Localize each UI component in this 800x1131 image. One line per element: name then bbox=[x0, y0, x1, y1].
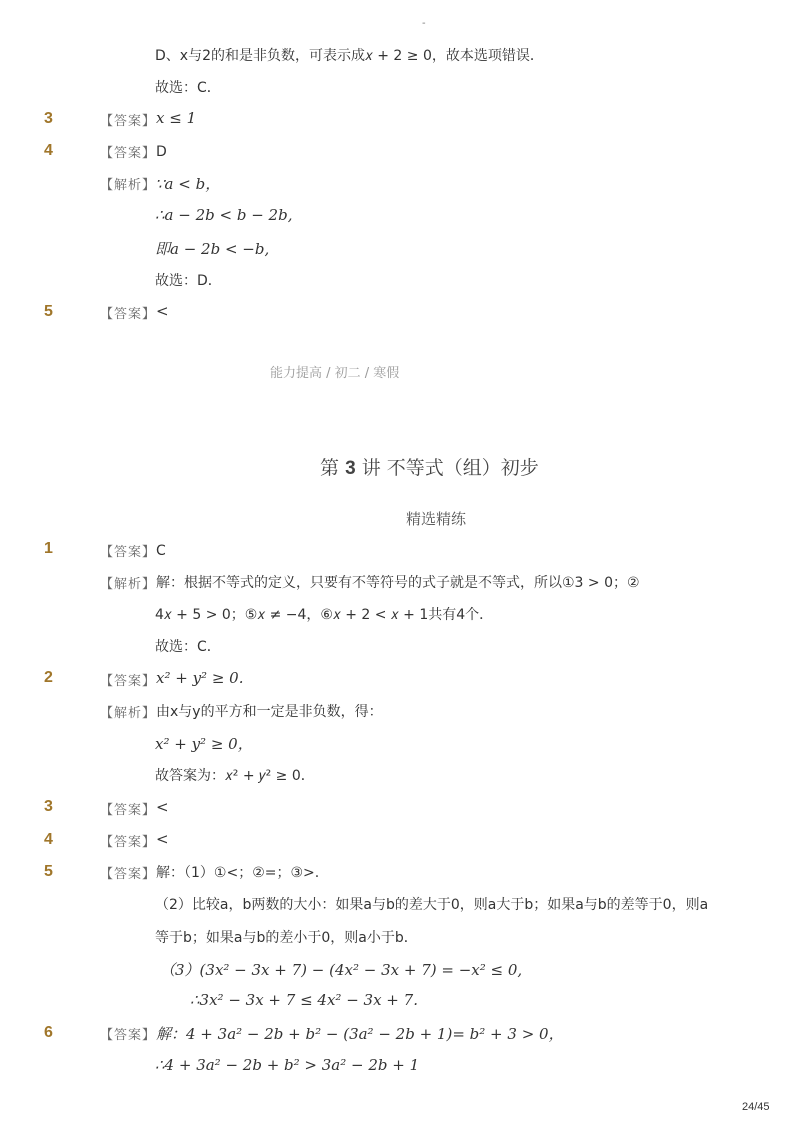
answer-tag: 【答案】 bbox=[100, 835, 157, 850]
page-number: 24/45 bbox=[742, 1101, 770, 1113]
answer-value: < bbox=[156, 302, 169, 320]
item-number: 3 bbox=[44, 798, 53, 815]
answer-line: 等于b；如果a与b的差小于0，则a小于b． bbox=[155, 930, 418, 946]
answer-tag: 【答案】 bbox=[100, 146, 157, 161]
option-d-line: D、x与2的和是非负数，可表示成𝑥 + 2 ≥ 0，故本选项错误． bbox=[155, 48, 544, 64]
item-number: 4 bbox=[44, 142, 53, 159]
analysis-line: 即𝑎 − 2𝑏 < −𝑏, bbox=[155, 240, 270, 258]
answer-tag: 【答案】 bbox=[100, 803, 157, 818]
analysis-line: ∴𝑎 − 2𝑏 < 𝑏 − 2𝑏, bbox=[155, 206, 293, 224]
answer-value: < bbox=[156, 830, 169, 848]
analysis-line: 𝑥² + 𝑦² ≥ 0， bbox=[155, 735, 253, 753]
answer-line: 解：（1）①<；②=；③>. bbox=[156, 865, 320, 881]
analysis-line: 解：根据不等式的定义，只要有不等符号的式子就是不等式，所以①3 > 0；② bbox=[156, 575, 640, 591]
answer-value: D bbox=[156, 144, 167, 160]
item-number: 1 bbox=[44, 540, 53, 557]
answer-value: 𝑥 ≤ 1 bbox=[156, 109, 197, 127]
item-number: 2 bbox=[44, 669, 53, 686]
analysis-line: 4𝑥 + 5 > 0；⑤𝑥 ≠ −4，⑥𝑥 + 2 < 𝑥 + 1共有4个． bbox=[155, 607, 494, 623]
prev-choose-line: 故选：C． bbox=[155, 80, 221, 96]
item-number: 4 bbox=[44, 831, 53, 848]
answer-line: （3）(3𝑥² − 3𝑥 + 7) − (4𝑥² − 3𝑥 + 7) = −𝑥² ≤ 0, bbox=[160, 961, 523, 979]
analysis-line: ∵𝑎 < 𝑏， bbox=[155, 175, 221, 193]
answer-line: ∴3𝑥² − 3𝑥 + 7 ≤ 4𝑥² − 3𝑥 + 7. bbox=[190, 991, 418, 1009]
title-text: 讲 不等式（组）初步 bbox=[361, 457, 539, 479]
analysis-line: 故答案为：𝑥² + 𝑦² ≥ 0． bbox=[155, 768, 315, 784]
answer-tag: 【答案】 bbox=[100, 307, 157, 322]
analysis-line: 故选：C． bbox=[155, 639, 221, 655]
title-number: 3 bbox=[345, 458, 356, 479]
analysis-tag: 【解析】 bbox=[100, 577, 157, 592]
analysis-line: 故选：D． bbox=[155, 273, 222, 289]
answer-tag: 【答案】 bbox=[100, 114, 157, 129]
answer-tag: 【答案】 bbox=[100, 674, 157, 689]
section-subtitle: 精选精练 bbox=[406, 510, 467, 528]
answer-line: ∴4 + 3𝑎² − 2𝑏 + 𝑏² > 3𝑎² − 2𝑏 + 1 bbox=[155, 1056, 420, 1074]
item-number: 5 bbox=[44, 303, 53, 320]
answer-line: （2）比较a，b两数的大小：如果a与b的差大于0，则a大于b；如果a与b的差等于0，则a bbox=[155, 897, 709, 913]
answer-tag: 【答案】 bbox=[100, 545, 157, 560]
answer-tag: 【答案】 bbox=[100, 1028, 157, 1043]
item-number: 5 bbox=[44, 863, 53, 880]
item-number: 6 bbox=[44, 1024, 53, 1041]
analysis-tag: 【解析】 bbox=[100, 706, 157, 721]
top-mark: - bbox=[422, 18, 426, 29]
answer-tag: 【答案】 bbox=[100, 867, 157, 882]
page-footer: 能力提高 / 初二 / 寒假 bbox=[270, 366, 400, 381]
analysis-tag: 【解析】 bbox=[100, 178, 157, 193]
title-prefix: 第 bbox=[320, 457, 340, 479]
item-number: 3 bbox=[44, 110, 53, 127]
answer-value: 𝑥² + 𝑦² ≥ 0. bbox=[156, 669, 244, 687]
analysis-line: 由x与y的平方和一定是非负数，得： bbox=[156, 704, 383, 720]
answer-line: 解：4 + 3𝑎² − 2𝑏 + 𝑏² − (3𝑎² − 2𝑏 + 1)= 𝑏² + 3 > 0， bbox=[156, 1025, 564, 1043]
answer-value: < bbox=[156, 798, 169, 816]
answer-value: C bbox=[156, 543, 166, 559]
section-title bbox=[320, 453, 539, 480]
